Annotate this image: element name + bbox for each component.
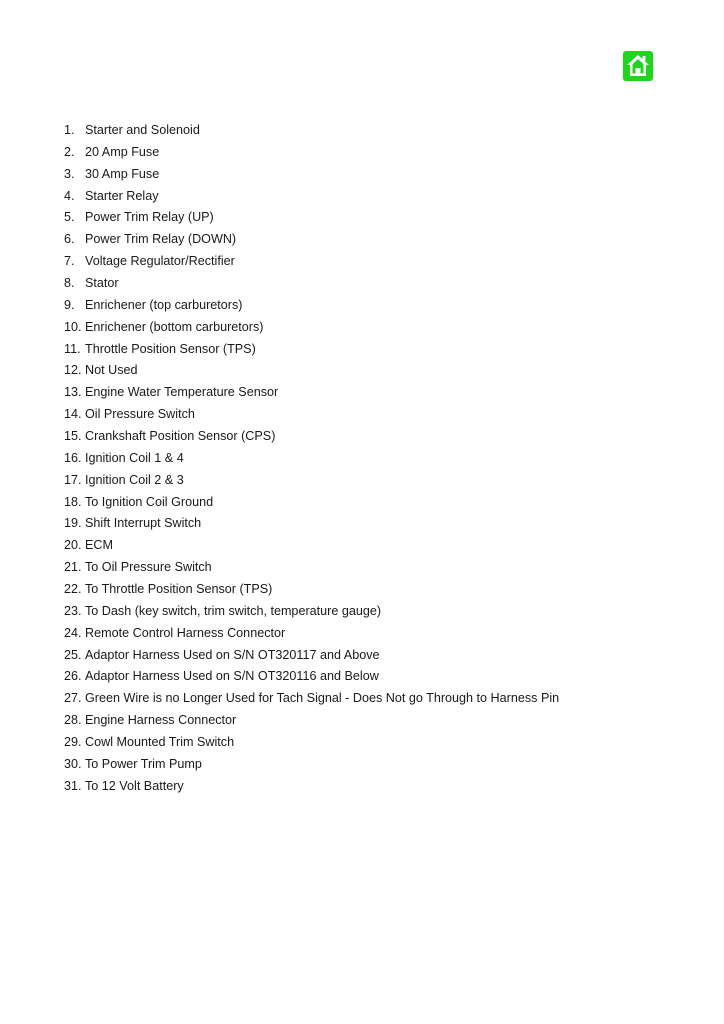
legend-item [64, 732, 559, 754]
legend-item-label: Starter Relay [85, 188, 159, 203]
legend-item-number: 28. [64, 713, 82, 728]
legend-item [64, 120, 559, 142]
legend-item-number: 7. [64, 254, 75, 269]
legend-item [64, 251, 559, 273]
legend-item-label: Stator [85, 276, 119, 291]
legend-item-label: To 12 Volt Battery [85, 778, 184, 793]
home-button[interactable] [620, 48, 656, 84]
legend-item [64, 317, 559, 339]
legend-item [64, 535, 559, 557]
legend-item [64, 426, 559, 448]
legend-item-label: Shift Interrupt Switch [85, 516, 202, 531]
legend-item-number: 15. [64, 429, 82, 444]
legend-item-label: Starter and Solenoid [85, 123, 200, 137]
legend-item [64, 754, 559, 776]
legend-item-number: 11. [64, 341, 81, 356]
legend-item [64, 776, 559, 798]
legend-item-number: 19. [64, 516, 82, 531]
legend-item [64, 688, 559, 710]
legend-item-number: 14. [64, 407, 82, 422]
legend-item-label: 30 Amp Fuse [85, 166, 160, 181]
legend-item-number: 21. [64, 560, 82, 575]
legend-item-label: Ignition Coil 1 & 4 [85, 450, 184, 465]
legend-item-label: ECM [85, 538, 113, 553]
legend-item-label: Crankshaft Position Sensor (CPS) [85, 429, 276, 444]
legend-item-number: 12. [64, 363, 82, 378]
legend-item-label: To Dash (key switch, trim switch, temperature gauge) [85, 603, 382, 618]
legend-item-label: Ignition Coil 2 & 3 [85, 472, 184, 487]
legend-item-label: Green Wire is no Longer Used for Tach Signal - Does Not go Through to Harness Pin [85, 691, 560, 706]
legend-item-number: 4. [64, 188, 75, 203]
legend-item [64, 492, 559, 514]
legend-item [64, 207, 559, 229]
legend-item-number: 30. [64, 756, 82, 771]
legend-item-label: To Throttle Position Sensor (TPS) [85, 582, 273, 597]
legend-item [64, 623, 559, 645]
legend-item [64, 404, 559, 426]
legend-item [64, 710, 559, 732]
legend-item-label: Engine Harness Connector [85, 713, 237, 728]
legend-item-number: 27. [64, 691, 82, 706]
legend-item-label: To Ignition Coil Ground [85, 494, 214, 509]
legend-item-label: Engine Water Temperature Sensor [85, 385, 279, 400]
legend-item-number: 8. [64, 276, 75, 291]
legend-item-number: 29. [64, 735, 82, 750]
legend-item [64, 273, 559, 295]
legend-item-number: 22. [64, 582, 82, 597]
legend-item-number: 16. [64, 450, 82, 465]
legend-item-number: 18. [64, 494, 82, 509]
legend-item-label: Enrichener (bottom carburetors) [85, 319, 264, 334]
legend-item-label: Voltage Regulator/Rectifier [85, 254, 235, 269]
legend-item [64, 229, 559, 251]
legend-item-number: 2. [64, 144, 75, 159]
legend-item-number: 20. [64, 538, 82, 553]
legend-item-label: Adaptor Harness Used on S/N OT320116 and Below [85, 669, 379, 684]
legend-item-number: 10. [64, 319, 82, 334]
legend-item-number: 1. [64, 123, 75, 137]
legend-item [64, 579, 559, 601]
legend-item-label: Remote Control Harness Connector [85, 625, 286, 640]
legend-item-number: 3. [64, 166, 75, 181]
legend-item-label: Power Trim Relay (UP) [85, 210, 214, 225]
legend-item [64, 645, 559, 667]
legend-item-label: 20 Amp Fuse [85, 144, 160, 159]
legend-item [64, 470, 559, 492]
legend-item-label: Not Used [85, 363, 138, 378]
legend-item-number: 6. [64, 232, 75, 247]
legend-item-label: Cowl Mounted Trim Switch [85, 735, 235, 750]
legend-item-number: 23. [64, 603, 82, 618]
legend-item-label: To Oil Pressure Switch [85, 560, 212, 575]
legend-item [64, 186, 559, 208]
legend-item-number: 25. [64, 647, 82, 662]
legend-item-label: Oil Pressure Switch [85, 407, 195, 422]
legend-item-label: Adaptor Harness Used on S/N OT320117 and Above [85, 647, 380, 662]
legend-item [64, 339, 559, 361]
legend-item [64, 164, 559, 186]
legend-item-number: 9. [64, 297, 75, 312]
legend-item [64, 448, 559, 470]
legend-item [64, 557, 559, 579]
legend-item [64, 666, 559, 688]
legend-item-number: 17. [64, 472, 82, 487]
legend-item [64, 382, 559, 404]
legend-item-label: Power Trim Relay (DOWN) [85, 232, 237, 247]
legend-item [64, 601, 559, 623]
legend-item-label: To Power Trim Pump [85, 756, 202, 771]
legend-list [64, 120, 559, 798]
legend-item [64, 142, 559, 164]
legend-item-label: Throttle Position Sensor (TPS) [85, 341, 256, 356]
legend-item [64, 295, 559, 317]
legend-item [64, 513, 559, 535]
legend-item-number: 31. [64, 778, 82, 793]
legend-item-number: 13. [64, 385, 82, 400]
legend-item-number: 5. [64, 210, 75, 225]
legend-item-label: Enrichener (top carburetors) [85, 297, 243, 312]
legend-item [64, 360, 559, 382]
legend-item-number: 24. [64, 625, 82, 640]
home-icon [623, 51, 653, 81]
legend-item-number: 26. [64, 669, 82, 684]
